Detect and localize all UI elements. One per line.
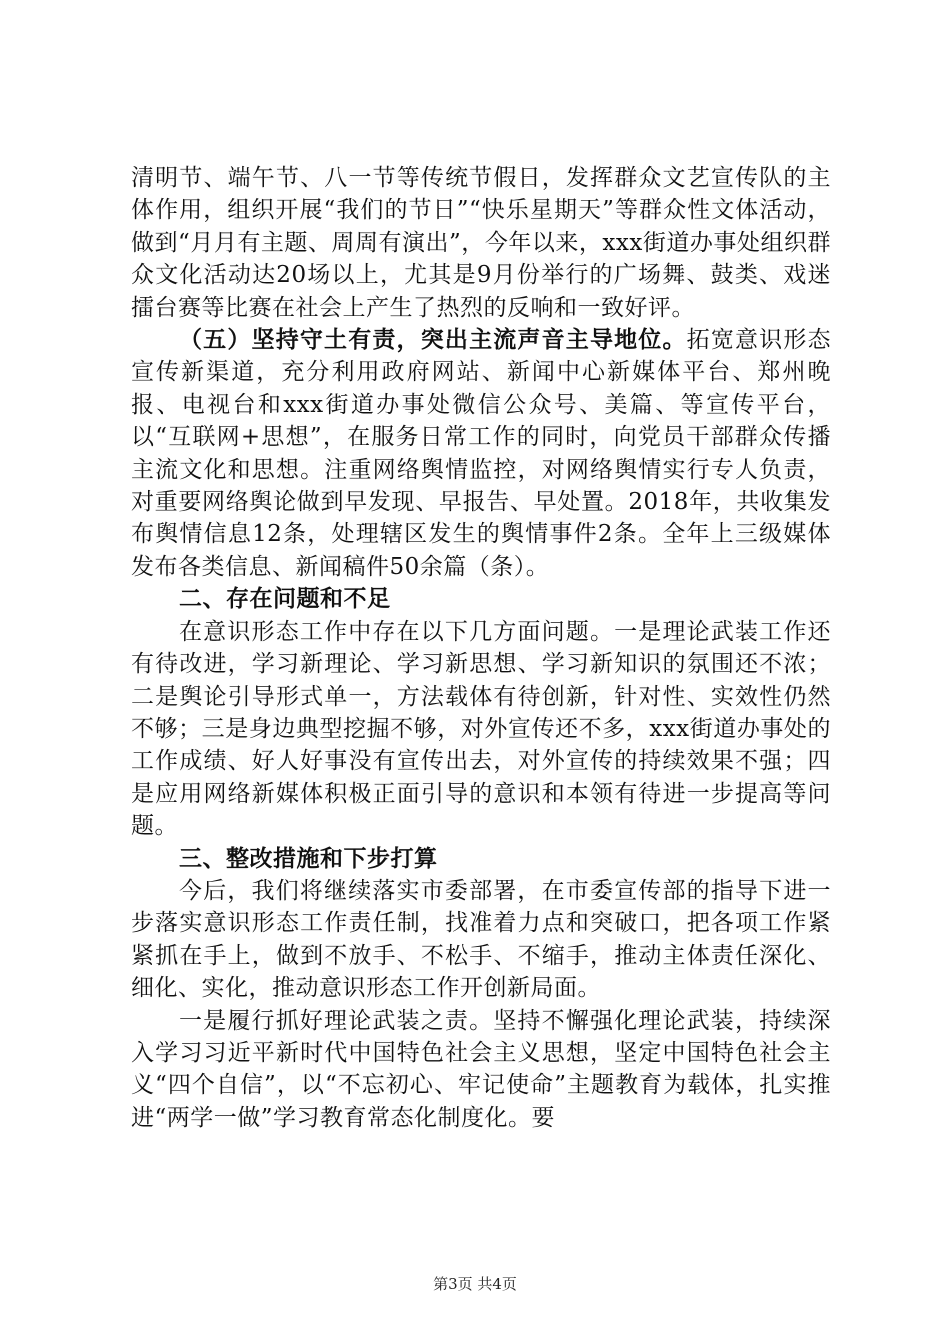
document-body [131, 162, 831, 1134]
page-number: 第3页 共4页 [433, 1275, 517, 1293]
paragraph-next-steps: 今后，我们将继续落实市委部署，在市委宣传部的指导下进一步落实意识形态工作责任制，找准着力点和突破口，把各项工作紧紧抓在手上，做到不放手、不松手、不缩手，推动主体责任深化、细化、实化，推动意识形态工作开创新局面。 [131, 877, 831, 1002]
heading-problems: 二、存在问题和不足 [179, 586, 391, 613]
paragraph-festivals: 清明节、端午节、八一节等传统节假日，发挥群众文艺宣传队的主体作用，组织开展“我们的节日”“快乐星期天”等群众性文体活动，做到“月月有主题、周周有演出”，今年以来，xxx街道办事处组织群众文化活动达20场以上，尤其是9月份举行的广场舞、鼓类、戏迷擂台赛等比赛在社会上产生了热烈的反响和一致好评。 [131, 165, 831, 321]
paragraph-problems: 在意识形态工作中存在以下几方面问题。一是理论武装工作还有待改进，学习新理论、学习新思想、学习新知识的氛围还不浓；二是舆论引导形式单一，方法载体有待创新，针对性、实效性仍然不够；三是身边典型挖掘不够，对外宣传还不多，xxx街道办事处的工作成绩、好人好事没有宣传出去，对外宣传的持续效果不强；四是应用网络新媒体积极正面引导的意识和本领有待进一步提高等问题。 [131, 618, 831, 840]
section-five-heading: （五）坚持守土有责，突出主流声音主导地位。 [179, 327, 687, 354]
section-five-body: 拓宽意识形态宣传新渠道，充分利用政府网站、新闻中心新媒体平台、郑州晚报、电视台和xxx街道办事处微信公众号、美篇、等宣传平台，以“互联网+思想”，在服务日常工作的同时，向党员干部群众传播主流文化和思想。注重网络舆情监控，对网络舆情实行专人负责，对重要网络舆论做到早发现、早报告、早处置。2018年，共收集发布舆情信息12条，处理辖区发生的舆情事件2条。全年上三级媒体发布各类信息、新闻稿件50余篇（条）。 [131, 327, 832, 580]
paragraph-theory: 一是履行抓好理论武装之责。坚持不懈强化理论武装，持续深入学习习近平新时代中国特色社会主义思想，坚定中国特色社会主义“四个自信”，以“不忘初心、牢记使命”主题教育为载体，扎实推进“两学一做”学习教育常态化制度化。要 [131, 1007, 831, 1131]
heading-measures: 三、整改措施和下步打算 [179, 845, 438, 872]
paragraph-section-five [131, 324, 831, 583]
